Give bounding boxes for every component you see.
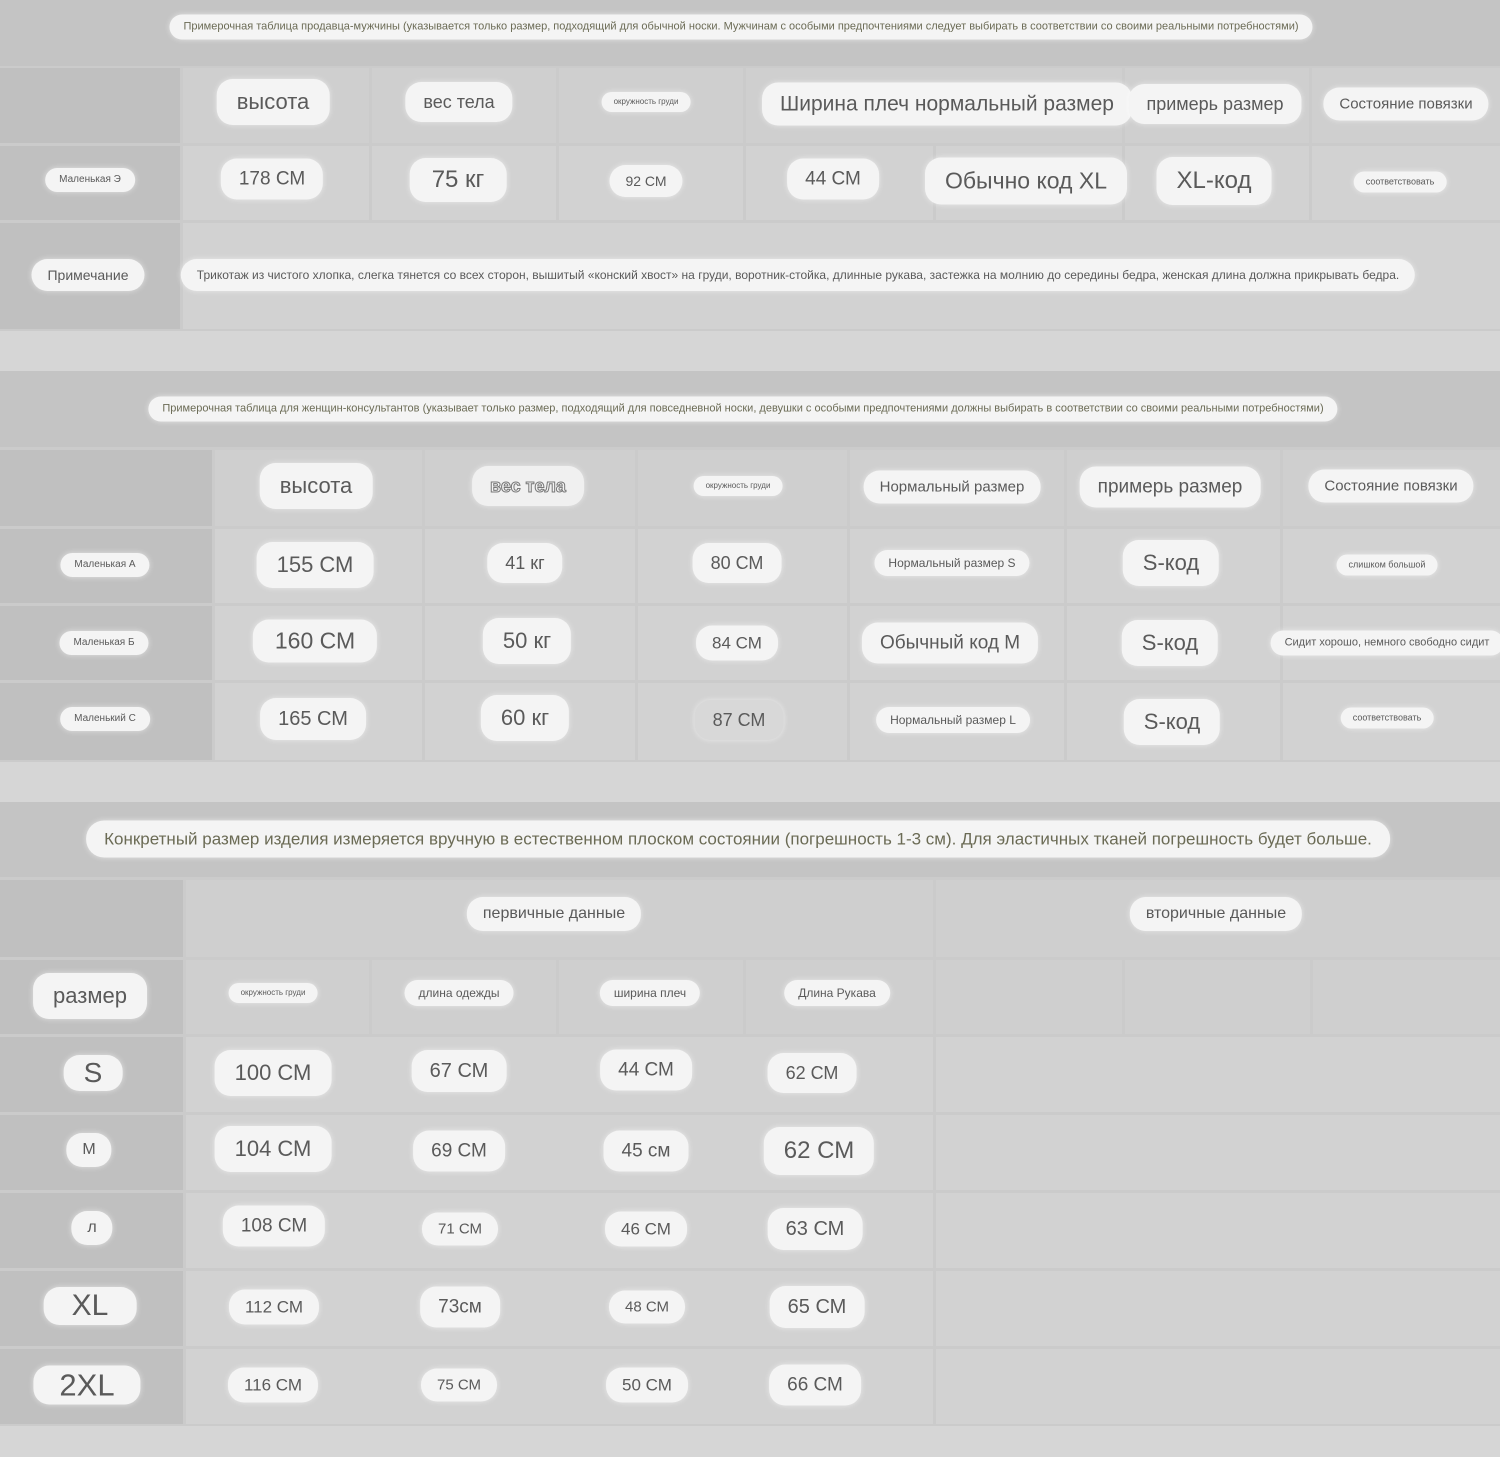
sizes-caption: Конкретный размер изделия измеряется вручную в естественном плоском состоянии (погрешность 1-3 см). Для эластичных тканей погрешность будет больше.: [86, 821, 1390, 858]
men-normal-size-value: Обычно код XL: [925, 158, 1127, 205]
men-header-fit: Состояние повязки: [1323, 88, 1488, 121]
women-try-size-value: S-код: [1124, 699, 1220, 745]
shoulder-value: 50 СМ: [606, 1368, 688, 1403]
size-label: S: [64, 1055, 123, 1091]
header-sleeve: Длина Рукава: [784, 980, 890, 1006]
shoulder-value: 44 СМ: [600, 1050, 692, 1091]
size-row-secondary: [936, 1349, 1500, 1424]
secondary-data-label: вторичные данные: [1130, 897, 1302, 931]
sleeve-value: 62 СМ: [764, 1127, 874, 1175]
women-caption: Примерочная таблица для женщин-консультантов (указывает только размер, подходящий для повседневной носки, девушки с особыми предпочтениями должны выбирать в соответствии со своими реальными потребностями): [148, 397, 1337, 422]
length-value: 69 СМ: [413, 1131, 505, 1172]
size-label: XL: [44, 1287, 137, 1325]
secondary-header-cell: [1313, 960, 1500, 1034]
women-weight-value: 41 кг: [487, 543, 562, 583]
women-header-try-size: примерь размер: [1080, 467, 1261, 508]
women-chest-value: 84 СМ: [696, 626, 778, 661]
men-header-try-size: примерь размер: [1128, 84, 1301, 124]
size-row-secondary: [936, 1115, 1500, 1190]
shoulder-value: 48 СМ: [609, 1291, 685, 1324]
sizes-corner-cell: [0, 880, 183, 957]
secondary-header-cell: [936, 960, 1122, 1034]
chest-value: 116 СМ: [228, 1368, 318, 1403]
men-header-weight: вес тела: [405, 82, 512, 122]
men-chest-value: 92 СМ: [609, 165, 682, 197]
size-label: л: [71, 1211, 112, 1245]
length-value: 75 СМ: [421, 1369, 497, 1402]
men-fit-value: соответствовать: [1354, 172, 1447, 193]
men-row-label: Маленькая Э: [45, 168, 135, 192]
women-fit-value: Сидит хорошо, немного свободно сидит: [1271, 631, 1500, 656]
length-value: 71 СМ: [422, 1213, 498, 1246]
size-row-secondary: [936, 1037, 1500, 1112]
size-row-secondary: [936, 1193, 1500, 1268]
men-height-value: 178 СМ: [221, 159, 323, 200]
women-height-value: 165 СМ: [260, 698, 366, 740]
men-corner-cell: [0, 68, 180, 143]
women-header-weight: вес тела: [472, 466, 584, 506]
shoulder-value: 45 см: [604, 1131, 689, 1172]
secondary-header-cell: [1125, 960, 1310, 1034]
women-try-size-value: S-код: [1122, 620, 1218, 666]
men-header-chest: окружность груди: [602, 92, 691, 112]
men-try-size-value: XL-код: [1157, 157, 1272, 205]
women-header-fit: Состояние повязки: [1308, 470, 1473, 503]
women-row-label: Маленький С: [60, 707, 150, 731]
women-row-label: Маленькая А: [60, 553, 149, 577]
women-chest-value: 87 СМ: [695, 700, 784, 740]
men-header-shoulder-normal: Ширина плеч нормальный размер: [762, 83, 1132, 126]
women-corner-cell: [0, 450, 212, 526]
sleeve-value: 65 СМ: [770, 1286, 865, 1328]
header-length: длина одежды: [405, 980, 514, 1006]
size-column-header: размер: [33, 973, 147, 1019]
chest-value: 108 СМ: [223, 1206, 325, 1247]
women-normal-size-value: Нормальный размер S: [874, 550, 1029, 576]
men-shoulder-value: 44 СМ: [787, 159, 879, 200]
length-value: 67 СМ: [412, 1050, 507, 1092]
women-chest-value: 80 СМ: [693, 543, 782, 583]
primary-data-label: первичные данные: [467, 897, 641, 931]
size-label: M: [66, 1133, 111, 1167]
section-gap: [0, 331, 1500, 371]
men-note-text: Трикотаж из чистого хлопка, слегка тянется со всех сторон, вышитый «конский хвост» на груди, воротник-стойка, длинные рукава, застежка на молнию до середины бедра, женская длина должна прикрывать бедра.: [181, 259, 1415, 291]
women-try-size-value: S-код: [1123, 540, 1219, 586]
men-note-label: Примечание: [31, 259, 144, 291]
header-shoulder: ширина плеч: [600, 980, 700, 1006]
chest-value: 100 СМ: [215, 1050, 332, 1096]
women-weight-value: 60 кг: [481, 695, 569, 741]
length-value: 73см: [420, 1287, 500, 1328]
women-normal-size-value: Нормальный размер L: [876, 707, 1030, 733]
women-normal-size-value: Обычный код М: [862, 623, 1038, 664]
chest-value: 104 СМ: [215, 1126, 332, 1172]
women-fit-value: слишком большой: [1337, 555, 1438, 576]
shoulder-value: 46 СМ: [605, 1212, 687, 1247]
chest-value: 112 СМ: [229, 1290, 319, 1325]
women-row-label: Маленькая Б: [59, 631, 148, 655]
women-header-height: высота: [260, 463, 373, 509]
men-header-height: высота: [217, 79, 330, 125]
size-label: 2XL: [33, 1366, 140, 1405]
women-weight-value: 50 кг: [483, 618, 571, 664]
women-header-normal-size: Нормальный размер: [864, 471, 1041, 504]
women-fit-value: соответствовать: [1341, 708, 1434, 729]
women-height-value: 160 СМ: [253, 620, 377, 663]
header-chest: окружность груди: [229, 983, 318, 1003]
men-weight-value: 75 кг: [410, 158, 507, 202]
men-caption: Примерочная таблица продавца-мужчины (указывается только размер, подходящий для обычной носки. Мужчинам с особыми предпочтениями следует выбирать в соответствии со своими реальными потребностями): [169, 15, 1312, 40]
bottom-gap: [0, 1426, 1500, 1457]
women-header-chest: окружность груди: [694, 476, 783, 496]
women-height-value: 155 СМ: [257, 542, 374, 588]
sleeve-value: 62 СМ: [768, 1053, 857, 1093]
sleeve-value: 63 СМ: [768, 1208, 863, 1250]
size-row-secondary: [936, 1271, 1500, 1346]
sleeve-value: 66 СМ: [769, 1365, 861, 1406]
section-gap: [0, 762, 1500, 802]
